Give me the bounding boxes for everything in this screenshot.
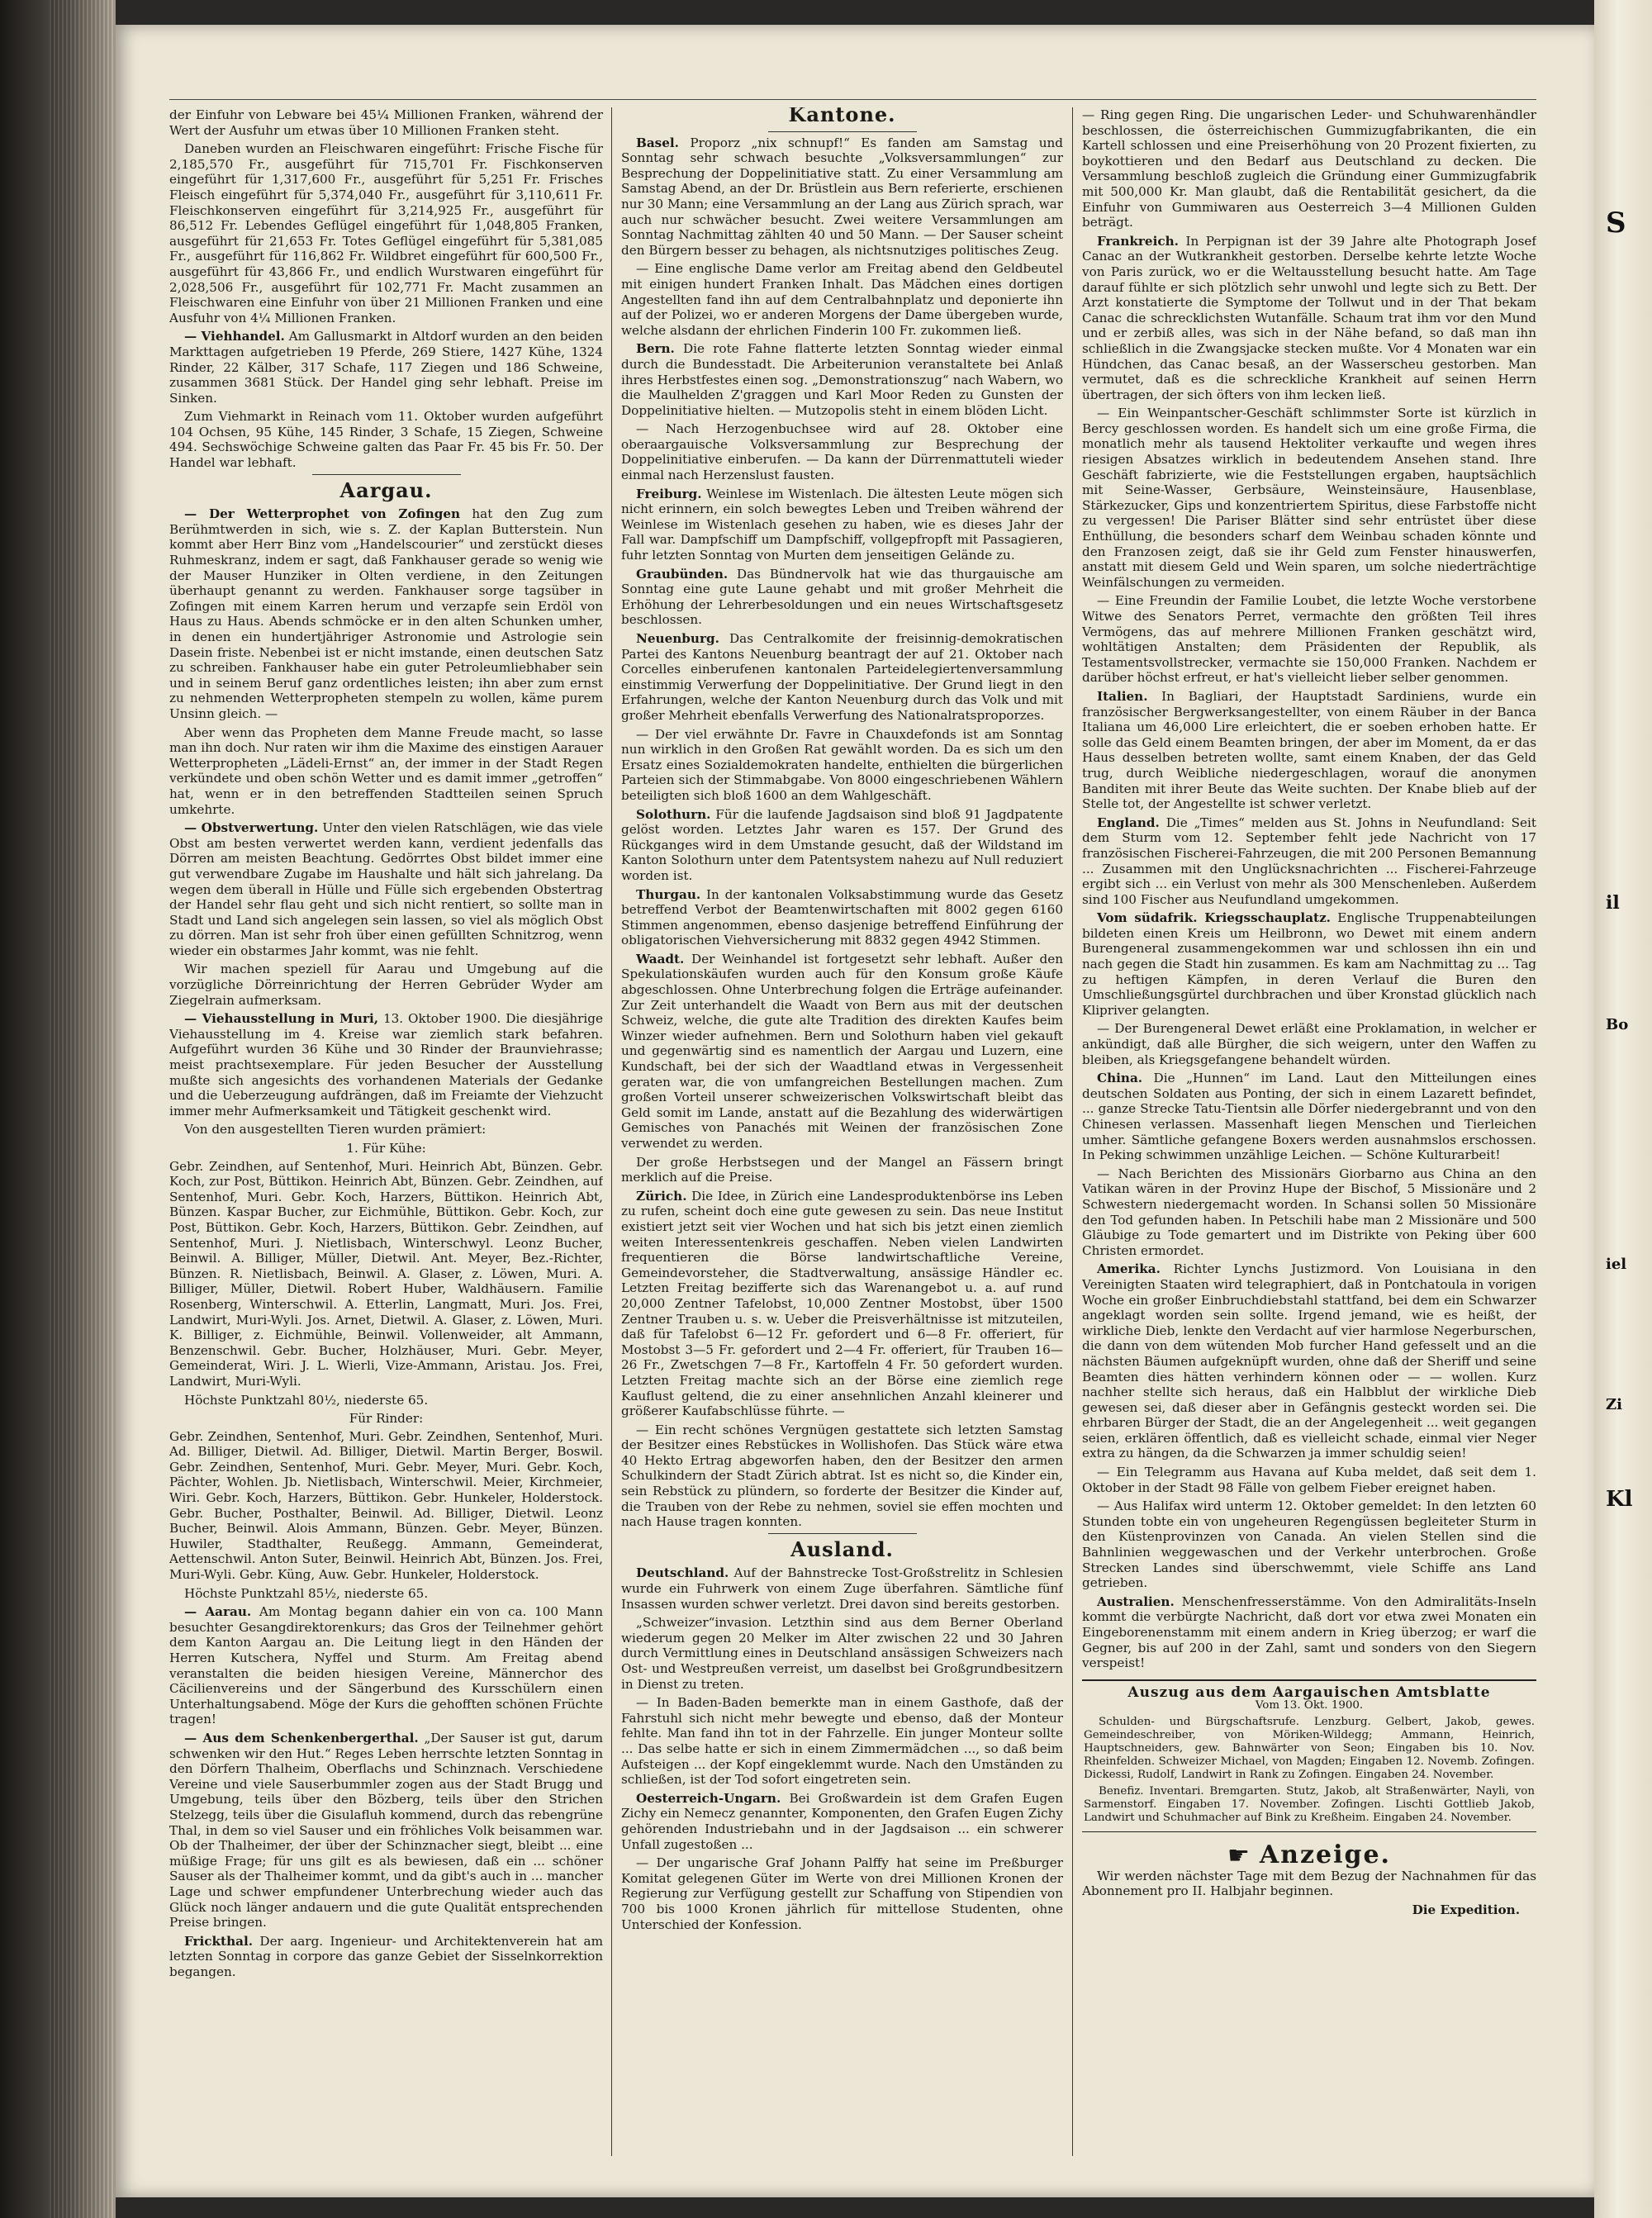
column-divider (1072, 107, 1073, 2156)
paragraph: — Nach Herzogenbuchsee wird auf 28. Oktober eine oberaargauische Volksversammlung zur Besprechung der Doppelinitiative einberufen. — Da kann der Dürrenmattuteli wieder einmal nach Herzenslust fausten. (621, 421, 1063, 483)
section-heading-kantone: Kantone. (788, 107, 896, 126)
paragraph: Der große Herbstsegen und der Mangel an Fässern bringt merklich auf die Preise. (621, 1154, 1063, 1185)
paragraph (1082, 910, 1536, 1018)
article-lead: Australien. (1097, 1593, 1175, 1609)
award-list: Gebr. Zeindhen, Sentenhof, Muri. Gebr. Zeindhen, Sentenhof, Muri. Ad. Billiger, Dietwil. Ad. Billiger, Dietwil. Martin Berger, Boswil. Gebr. Zeindhen, Sentenhof, Muri. Gebr. Meyer, Muri. Gebr. Koch, Pächter, Wohlen. Jb. Nietlisbach, Winterschwil. Meier, Kirchmeier, Wiri. Gebr. Koch, Harzers, Büttikon. Gebr. Hunkeler, Holderstock. Gebr. Bucher, Posthalter, Beinwil. Ad. Billiger, Dietwil. Leonz Bucher, Beinwil. Alois Ammann, Bünzen. Gebr. Meyer, Bünzen. Huwiler, Stadthalter, Reußegg. Ammann, Gemeinderat, Aettenschwil. Anton Suter, Beinwil. Heinrich Abt, Bünzen. Jos. Frei, Muri-Wyli. Gebr. Küng, Auw. Gebr. Hunkeler, Holderstock. (169, 1428, 603, 1583)
article-lead: Vom südafrik. Kriegsschauplatz. (1097, 910, 1331, 926)
section-heading-aargau: Aargau. (339, 477, 433, 502)
paragraph (621, 487, 1063, 563)
list-heading: Für Rinder: (349, 1411, 424, 1427)
paragraph (1082, 1594, 1536, 1671)
paragraph (169, 1934, 603, 1980)
paragraph: — Nach Berichten des Missionärs Giorbarno aus China an den Vatikan wären in der Provinz Hupe der Bischof, 5 Missionäre und 2 Schwestern niedergemacht worden. In Schansi sollen 50 Missionäre den Tod gefunden haben. In Petschili habe man 2 Missionäre und 500 Gläubige zu Tode gemartert und im Distrikte von Peking über 600 Christen ermordet. (1082, 1166, 1536, 1258)
notice-signature: Die Expedition. (1412, 1902, 1520, 1917)
paragraph: der Einfuhr von Lebware bei 45¼ Millionen Franken, während der Wert der Ausfuhr um etwas über 10 Millionen Franken steht. (169, 107, 603, 138)
article-lead: Frickthal. (184, 1933, 254, 1949)
article-lead: Graubünden. (636, 566, 729, 582)
paragraph (169, 820, 603, 958)
article-text: Die „Times“ melden aus St. Johns in Neufundland: Seit dem Sturm vom 12. September fehlt jede Nachricht von 17 französischen Fischerei-Fahrzeugen, die mit 200 Personen Bemannung ... Zusammen mit den Unglücksnachrichten ... Fischerei-Fahrzeuge ergibt sich ... ein Verlust von mehr als 300 Menschenleben. Außerdem sind 100 Fischer aus Neufundland umgekommen. (1082, 815, 1536, 907)
score-line: Höchste Punktzahl 85½, niederste 65. (184, 1585, 429, 1601)
paragraph: Daneben wurden an Fleischwaren eingeführt: Frische Fische für 2,185,570 Fr., ausgeführt für 715,701 Fr. Fischkonserven eingeführt für 1,317,600 Fr., ausgeführt für 5,251 Fr. Frisches Fleisch eingeführt für 5,374,040 Fr., ausgeführt für 3,110,611 Fr. Fleischkonserven eingeführt für 3,214,925 Fr., ausgeführt für 86,512 Fr. Lebendes Geflügel eingeführt für 1,048,805 Franken, ausgeführt für 21,653 Fr. Totes Geflügel eingeführt für 5,381,085 Fr., ausgeführt für 116,862 Fr. Wildbret eingeführt für 600,500 Fr., ausgeführt für 43,866 Fr., und endlich Wurstwaren eingeführt für 2,028,506 Fr., ausgeführt für 102,771 Fr. Macht zusammen an Fleischwaren eine Einfuhr von über 21 Millionen Franken und eine Ausfuhr von 4¼ Millionen Franken. (169, 141, 603, 325)
article-text: Die Idee, in Zürich eine Landesproduktenbörse ins Leben zu rufen, scheint doch eine gute gewesen zu sein. Das neue Institut existiert jetzt seit vier Wochen und hat sich bis jetzt einen ziemlich weiten Interessentenkreis geschaffen. Neben vielen Landwirten frequentieren die Börse landwirtschaftliche Vereine, Gemeindevorsteher, die Stadtverwaltung, ansässige Händler ec. Letzten Freitag bezifferte sich das Warenangebot u. a. auf rund 20,000 Zentner Tafelobst, 10,000 Zentner Mostobst, über 1500 Zentner Trauben u. s. w. Ueber die Preisverhältnisse ist mitzuteilen, daß für Tafelobst 6—12 Fr. gefordert und 6—8 Fr. offeriert, für Mostobst 3—5 Fr. gefordert und 2—4 Fr. offeriert, für Trauben 16—26 Fr., Zwetschgen 7—8 Fr., Kartoffeln 4 Fr. 50 gefordert wurden. Letzten Freitag machte sich an der Börse eine ziemlich rege Kauflust geltend, die zu einer ansehnlichen Anzahl kleinerer und größerer Kaufabschlüsse führte. — (621, 1188, 1063, 1419)
article-text: Am Gallusmarkt in Altdorf wurden an den beiden Markttagen aufgetrieben 19 Pferde, 269 Stiere, 1427 Kühe, 1324 Rinder, 22 Kälber, 317 Schafe, 117 Ziegen und 186 Schweine, zusammen 3681 Stück. Der Handel ging sehr lebhaft. Preise im Sinken. (169, 329, 603, 406)
column-divider (611, 107, 612, 2156)
article-text: Englische Truppenabteilungen bildeten einen Kreis um Heilbronn, wo Dewet mit einem andern Burengeneral zusammengekommen war und schlossen ihn ein und nach gegen die Stadt hin zusammen. Es kam am Nachmittag zu ... Tag zu heftigen Kämpfen, in deren Verlauf die Buren den Umschließungsgürtel durchbrachen und über Kronstad glücklich nach Klipriver gelangten. (1082, 910, 1536, 1018)
paragraph (621, 567, 1063, 628)
article-lead: Basel. (636, 135, 679, 150)
paragraph (621, 1791, 1063, 1852)
paragraph (169, 1604, 603, 1727)
pointing-hand-icon: ☛ (1227, 1840, 1250, 1870)
article-text: In Perpignan ist der 39 Jahre alte Photograph Josef Canac an der Wutkrankheit gestorben. Derselbe kehrte letzte Woche von Paris zurück, wo er die Weltausstellung besucht hatte. Am Tage darauf fühlte er sich plötzlich sehr unwohl und legte sich zu Bett. Der Arzt konstatierte die Symptome der Tollwut und in der That bekam Canac die schrecklichsten Wutanfälle. Schaum trat ihm vor den Mund und er zerbiß alles, was sich in der Nähe befand, so daß man ihn schließlich in die Zwangsjacke stecken mußte. Vor 4 Monaten war ein Hündchen, das Canac besaß, an der Wasserscheu gestorben. Man vermutet, daß es die schreckliche Krankheit auf seinen Herrn übertragen, der sich öfters von ihm lecken ließ. (1082, 233, 1536, 402)
paragraph: — Ein Telegramm aus Havana auf Kuba meldet, daß seit dem 1. Oktober in der Stadt 98 Fälle von gelbem Fieber ereignet haben. (1082, 1465, 1536, 1495)
section-rule (768, 131, 917, 132)
paragraph: — In Baden-Baden bemerkte man in einem Gasthofe, daß der Fahrstuhl sich nicht mehr bewegte und ebenso, daß der Monteur fehlte. Man fand ihn tot in der Fahrzelle. Ein junger Monteur sollte ... Das selbe hatte er sich in einem Zimmermädchen ..., so daß beim Aufsteigen ... der Kopf eingeklemmt wurde. Nach den Umständen zu schließen, ist der Tod sofort eingetreten sein. (621, 1695, 1063, 1788)
article-lead: Neuenburg. (636, 631, 719, 646)
paragraph: — Der ungarische Graf Johann Palffy hat seine im Preßburger Komitat gelegenen Güter im Werte von drei Millionen Kronen der Regierung zur Verfügung gestellt zur Schaffung von Stipendien von 700 bis 1000 Kronen jährlich für mittellose Studenten, ohne Unterschied der Konfession. (621, 1855, 1063, 1932)
top-rule (169, 99, 1536, 100)
edge-letter: S (1606, 207, 1626, 240)
notice-header (1082, 1840, 1536, 1870)
section-rule (312, 474, 461, 475)
paragraph: „Schweizer“invasion. Letzthin sind aus dem Berner Oberland wiederum gegen 20 Melker im Alter zwischen 22 und 30 Jahren durch Vermittlung eines in Deutschland ansässigen Schweizers nach Ost- und Westpreußen verreist, um daselbst bei Großgrundbesitzern in Dienst zu treten. (621, 1615, 1063, 1692)
paragraph (1082, 815, 1536, 908)
notice-title: Anzeige. (1259, 1840, 1392, 1870)
article-text: Der aarg. Ingenieur- und Architektenverein hat am letzten Sonntag in corpore das ganze Gebiet der Sisselnkorrektion begangen. (169, 1933, 603, 1979)
notice-ad (1082, 1840, 1536, 1918)
article-lead: England. (1097, 815, 1160, 830)
article-lead: Thurgau. (636, 886, 701, 902)
paragraph: — Ein Weinpantscher-Geschäft schlimmster Sorte ist kürzlich in Bercy geschlossen worden. Es handelt sich um eine große Firma, die monatlich mehr als tausend Hektoliter verkaufte und wegen ihres riesigen Absatzes wirklich in bedeutendem Ansehen stand. Ihre Geschäft fabrizierte, wie die Feststellungen ergaben, hauptsächlich mit Seine-Wasser, Gerbsäure, Weinsteinsäure, Hausenblase, Stärkezucker, Gips und konzentriertem Spiritus, diese Farbstoffe nicht zu vergessen! Die Pariser Blätter sind sehr entrüstet über diese Enthüllung, die besonders scharf dem Weinbau schaden könnte und den Franzosen zeigt, daß sie ihr Geld zum Fenster hinauswerfen, anstatt mit diesem Geld und Wein sparen, um solche niederträchtige Weinfälschungen zu vermeiden. (1082, 406, 1536, 590)
paragraph: — Ring gegen Ring. Die ungarischen Leder- und Schuhwarenhändler beschlossen, die österreichischen Gummizugfabrikanten, die ein Kartell schlossen und eine Preiserhöhung von 20 Prozent fixierten, zu boykottieren und den Bedarf aus Deutschland zu decken. Die Versammlung beschloß zugleich die Gründung einer Gummizugfabrik mit 500,000 Kr. Man glaubt, daß die Rentabilität gesichert, da die Einfuhr von Gummiwaren aus Oesterreich 3—4 Millionen Gulden beträgt. (1082, 107, 1536, 230)
article-lead: Freiburg. (636, 486, 702, 501)
article-lead: Oesterreich-Ungarn. (636, 1790, 781, 1806)
newspaper-page (116, 25, 1594, 2197)
article-lead: — Viehhandel. (184, 329, 285, 344)
paragraph (169, 329, 603, 406)
article-text: Das Centralkomite der freisinnig-demokratischen Partei des Kantons Neuenburg beantragt der auf 21. Oktober nach Corcelles einberufenen kantonalen Parteidelegiertenversammlung einstimmig Verwerfung der Doppelinitiative. Der Grund liegt in den Erfahrungen, welche der Kanton Neuenburg durch das Volk und mit großer Mehrheit ebenfalls Verwerfung des Nationalratsproporzes. (621, 631, 1063, 723)
article-text: Menschenfresserstämme. Von den Admiralitäts-Inseln kommt die verbürgte Nachricht, daß dort vor etwa zwei Monaten ein Eingeborenenstamm mit einem andern in Krieg überzog; er warf die Gegner, bis auf 200 in der Zahl, samt und sonders von den Siegern verspeist! (1082, 1593, 1536, 1671)
edge-letter: Zi (1606, 1396, 1622, 1413)
article-text: Für die laufende Jagdsaison sind bloß 91 Jagdpatente gelöst worden. Letztes Jahr waren es 157. Der Grund des Rückganges wird in dem Umstande gesucht, daß der Wildstand im Kanton Solothurn unter dem Patentsystem nahezu auf Null reduziert worden ist. (621, 806, 1063, 883)
article-lead: — Der Wetterprophet von Zofingen (184, 506, 461, 522)
edge-letter: il (1606, 892, 1620, 914)
paragraph (169, 506, 603, 721)
column-middle (621, 107, 1063, 2148)
paragraph: Aber wenn das Propheten dem Manne Freude macht, so lasse man ihn doch. Nur raten wir ihm die Maxime des einstigen Aarauer Wetterpropheten „Lädeli-Ernst“ an, der immer in der Stadt Regen verkündete und oben schön Wetter und es damit immer „getroffen“ hat, wenn er in den betreffenden Stadtteilen seinen Spruch umkehrte. (169, 724, 603, 817)
edge-letter: iel (1606, 1256, 1627, 1273)
paragraph: — Der Burengeneral Dewet erläßt eine Proklamation, in welcher er ankündigt, daß alle Bürgher, die sich weigern, unter den Waffen zu bleiben, als Kriegsgefangene behandelt würden. (1082, 1021, 1536, 1067)
article-text: Auf der Bahnstrecke Tost-Großstrelitz in Schlesien wurde ein Fuhrwerk von einem Zuge überfahren. Sämtliche fünf Insassen wurden schwer verletzt. Drei davon sind bereits gestorben. (621, 1565, 1063, 1612)
paragraph (1082, 689, 1536, 812)
article-lead: Deutschland. (636, 1565, 729, 1581)
paragraph (169, 1011, 603, 1118)
paragraph (621, 1189, 1063, 1419)
paragraph: Zum Viehmarkt in Reinach vom 11. Oktober wurden aufgeführt 104 Ochsen, 95 Kühe, 145 Rinder, 3 Schafe, 15 Ziegen, Schweine 494. Sechswöchige Schweine galten das Paar Fr. 45 bis Fr. 50. Der Handel war lebhaft. (169, 409, 603, 471)
article-lead: Bern. (636, 341, 675, 357)
paragraph: — Der viel erwähnte Dr. Favre in Chauxdefonds ist am Sonntag nun wirklich in den Großen Rat gewählt worden. Da es sich um den Ersatz eines Sozialdemokraten handelte, enthielten die bürgerlichen Parteien sich der Stimmabgabe. Von 8000 eingeschriebenen Wählern beteiligten sich bloß 1600 an dem Wahlgeschäft. (621, 726, 1063, 803)
article-lead: Zürich. (636, 1188, 687, 1204)
article-text: „Der Sauser ist gut, darum schwenken wir den Hut.“ Reges Leben herrschte letzten Sonntag in den Dörfern Thalheim, Oberflachs und Schinznach. Verschiedene Vereine und viele Sauserbummler zogen aus der Stadt Brugg und Umgebung, teils über den Bözberg, teils über den Strichen Stelzegg, teils über die Gisulafluh kommend, durch das rebengrüne Thal, in dem so viel Sauser und ein fröhliches Volk beisammen war. Ob der Thalheimer, der über der Schinznacher siegt, bleibt ... eine müßige Frage; für uns gilt es als bewiesen, daß ein ... schöner Sauser als der Thalheimer kommt, und da gibt's auch in ... mancher Lage und schwer empfundener Unterbrechung wieder auch das Glück noch länger andauern und die gute Qualität entsprechenden Preise bringen. (169, 1730, 603, 1931)
paragraph (621, 1565, 1063, 1612)
article-lead: Solothurn. (636, 806, 711, 822)
article-lead: — Obstverwertung. (184, 820, 319, 836)
article-text: In Bagliari, der Hauptstadt Sardiniens, wurde ein französischer Bergwerksangestellter, von einem Räuber in der Banca Italiana um 46,000 Lire erleichtert, die er soeben erhoben hatte. Er solle das Geld einem Beamten bringen, der aber im Moment, da er das Haus desselben betreten wollte, samt einem Knaben, der das Geld trug, durch Weibliche niedergeschlagen, worauf die anonymen Banditen mit ihrer Beute das Weite suchten. Der Knabe blieb auf der Stelle tot, der Angestellte ist schwer verletzt. (1082, 688, 1536, 812)
article-lead: Waadt. (636, 951, 685, 967)
article-lead: Frankreich. (1097, 233, 1179, 249)
list-heading: 1. Für Kühe: (346, 1141, 426, 1156)
article-text: Der Weinhandel ist fortgesetzt sehr lebhaft. Außer den Spekulationskäufen wurden auch für den Konsum große Käufe abgeschlossen. Ohne Unterbrechung folgen die Erträge aufeinander. Zur Zeit unterhandelt die Waadt von Bern aus mit der deutschen Schweiz, welche, die gute alte Tradition des direkten Kaufes beim Winzer wieder aufnehmen. Bern und Solothurn haben viel gekauft und gegenwärtig sind es namentlich der Aargau und Luzern, eine Kundschaft, bei der sich der Waadtland etwas in Vergessenheit geraten war, die von umfangreichen Bestellungen machen. Zum großen Vorteil unserer schweizerischen Volkswirtschaft bleibt das Geld somit im Lande, anstatt auf die Bezahlung des widerwärtigen Gemisches von Panachés mit Weinen der französischen Zone verwendet zu werden. (621, 951, 1063, 1151)
section-rule (768, 1533, 917, 1534)
paragraph: — Aus Halifax wird unterm 12. Oktober gemeldet: In den letzten 60 Stunden tobte ein von ungeheuren Regengüssen begleiteter Sturm in den Küstenprovinzen von Canada. An vielen Stellen sind die Bahnlinien weggewaschen und der Verkehr unterbrochen. Große Strecken Landes sind überschwemmt, viele Schiffe ans Land getrieben. (1082, 1498, 1536, 1591)
paragraph: — Eine Freundin der Familie Loubet, die letzte Woche verstorbene Witwe des Senators Perret, vermachte den größten Teil ihres Vermögens, das auf mehrere Millionen Franken geschätzt wird, wohltätigen Anstalten; dem Präsidenten der Republik, als Testamentsvollstrecker, vermachte sie 150,000 Franken. Nachdem er darüber höchst erfreut, er hat's vielleicht lieber selber genommen. (1082, 593, 1536, 686)
article-lead: China. (1097, 1071, 1143, 1086)
article-text: Das Bündnervolk hat wie das thurgauische am Sonntag eine gute Laune gehabt und mit großer Mehrheit die Erhöhung der Lehrerbesoldungen und ein neues Wirtschaftsgesetz beschlossen. (621, 566, 1063, 628)
book-binding (0, 0, 116, 2218)
paragraph (1082, 1071, 1536, 1163)
article-text: Proporz „nix schnupf!“ Es fanden am Samstag und Sonntag sehr schwach besuchte „Volksversammlungen“ zur Besprechung der Doppelinitiative statt. Zu einer Versammlung am Samstag Abend, an der Dr. Brüstlein aus Bern referierte, erschienen nur 30 Mann; eine Versammlung an der Lang aus Zürich sprach, war auch nur schwächer besucht. Zwei weitere Versammlungen am Sonntag Nachmittag zählten 40 und 50 Mann. — Der Sauser scheint den Bürgern besser zu behagen, als nichtsnutziges politisches Zeug. (621, 135, 1063, 258)
edge-letter: Bo (1606, 1016, 1629, 1033)
paragraph: Von den ausgestellten Tieren wurden prämiert: (184, 1122, 487, 1137)
article-lead: Italien. (1097, 688, 1148, 704)
amtsblatt-entry: Schulden- und Bürgschaftsrufe. Lenzburg. Gelbert, Jakob, gewes. Gemeindeschreiber, von Möriken-Wildegg; Ammann, Heinrich, Hauptschneiders, gew. Bahnwärter von Seon; Eingaben bis 10. Nov. Rheinfelden. Schweizer Michael, von Magden; Eingaben 12. Novemb. Zofingen. Dickessi, Rudolf, Landwirt in Rank zu Zofingen. Eingaben 24. November. (1084, 1715, 1535, 1781)
paragraph: Wir machen speziell für Aarau und Umgebung auf die vorzügliche Dörreinrichtung der Herren Gebrüder Wyder am Ziegelrain aufmerksam. (169, 962, 603, 1008)
article-text: Am Montag begann dahier ein von ca. 100 Mann besuchter Gesangdirektorenkurs; das Gros der Teilnehmer gehört dem Kanton Aargau an. Die Leitung liegt in den Händen der Herren Kutschera, Nyffel und Sturm. Am Freitag abend veranstalten die beiden hiesigen Vereine, Männerchor des Cäcilienvereins und der Sängerbund des Kursschülern einen Unterhaltungsabend. Möge der Kurs die gehofften schönen Früchte tragen! (169, 1604, 603, 1727)
amtsblatt-title: Auszug aus dem Aargauischen Amtsblatte (1127, 1684, 1491, 1701)
section-heading-ausland: Ausland. (790, 1536, 894, 1561)
paragraph (1082, 234, 1536, 403)
edge-letter: Kl (1606, 1487, 1633, 1512)
article-lead: — Aarau. (184, 1604, 252, 1620)
paragraph (621, 807, 1063, 884)
article-lead: — Viehausstellung in Muri, (184, 1011, 379, 1027)
article-text: hat den Zug zum Berühmtwerden in sich, wie s. Z. der Kaplan Butterstein. Nun kommt aber Herr Binz vom „Handelscourier“ und zerstückt dieses Ruhmeskranz, indem er sagt, daß Fankhauser gerade so wenig wie der Mauser Hunziker in Olten verdiene, in den Zeitungen überhaupt genannt zu werden. Fankhauser sorge tagsüber in Zofingen mit einem Karren herum und verzapfe sein Erdöl von Haus zu Haus. Abends schmöcke er in den alten Schunken umher, in denen ein hundertjähriger Astronomie und Astrologie sein Dasein friste. Nebenbei ist er nicht imstande, einen deutschen Satz zu schreiben. Fankhauser habe ein guter Petroleumliebhaber sein und in seinem Beruf ganz ordentliches leisten; ihn aber zum ernst zu nehmenden Wetterpropheten stempeln zu wollen, käme purem Unsinn gleich. — (169, 506, 603, 721)
article-text: Bei Großwardein ist dem Grafen Eugen Zichy ein Nemecz genannter, Komponenten, den Grafen Eugen Zichy gehörenden Industriebahn und in der Jagdsaison ... ein schwerer Unfall zugestoßen ... (621, 1790, 1063, 1852)
score-line: Höchste Punktzahl 80½, niederste 65. (184, 1392, 429, 1408)
paragraph (621, 631, 1063, 724)
article-lead: Amerika. (1097, 1261, 1161, 1277)
article-text: Weinlese im Wistenlach. Die ältesten Leute mögen sich nicht erinnern, ein solch bewegtes Leben und Treiben während der Weinlese im Wistenlach gesehen zu haben, wie es dieses Jahr der Fall war. Dampfschiff um Dampfschiff, vollgepfropft mit Passagieren, fuhr letzten Sonntag von Murten dem jenseitigen Gelände zu. (621, 486, 1063, 563)
article-text: In der kantonalen Volksabstimmung wurde das Gesetz betreffend Verbot der Beamtenwirtschaften mit 8002 gegen 6160 Stimmen angenommen, ebenso dasjenige betreffend Einführung der obligatorischen Viehversicherung mit 8832 gegen 4942 Stimmen. (621, 886, 1063, 948)
article-text: Richter Lynchs Justizmord. Von Louisiana in den Vereinigten Staaten wird telegraphiert, daß in Pontchatoula in vorigen Woche ein großer Einbruchdiebstahl stattfand, bei dem ein Schwarzer angeklagt worden sein sollte. Irgend jemand, wie es heißt, der wirkliche Dieb, lenkte den Verdacht auf vier harmlose Negerburschen, die dann von dem wütenden Mob furcher Hand gefesselt und an die nächsten Bäumen aufgeknüpft wurden, ohne daß der Sheriff und seine Beamten dies hätten verhindern können oder — — wollen. Kurz nachher stellte sich heraus, daß ein Halbblut der wirkliche Dieb gewesen sei, daß dieser aber in Gefängnis gesteckt worden sei. Die ehrbaren Bürger der Stadt, die an der Angelegenheit ... weit gegangen seien, erklären öffentlich, daß es vielleicht schade, einmal vier Neger extra zu hängen, da die Schwarzen ja immer schuldig seien! (1082, 1261, 1536, 1461)
next-page-edge (1594, 0, 1652, 2218)
notice-text: Wir werden nächster Tage mit dem Bezug der Nachnahmen für das Abonnement pro II. Halbjahr beginnen. (1082, 1868, 1536, 1899)
article-text: Die rote Fahne flatterte letzten Sonntag wieder einmal durch die Bundesstadt. Die Arbeiterunion veranstaltete bei Anlaß ihres Herbstfestes einen sog. „Demonstrationszug“ nach Wabern, wo die Maulhelden Z'graggen und Karl Moor Reden zu Gunsten der Doppelinitiative hielten. — Mutzopolis steht in einem blöden Licht. (621, 341, 1063, 418)
amtsblatt-date: Vom 13. Okt. 1900. (1255, 1698, 1364, 1712)
amtsblatt-entry: Benefiz. Inventari. Bremgarten. Stutz, Jakob, alt Straßenwärter, Nayli, von Sarmenstorf. Eingaben 17. November. Zofingen. Lischti Gottlieb Jakob, Landwirt und Schuhmacher auf Bink zu Kreßheim. Eingaben 24. November. (1084, 1784, 1535, 1824)
column-right (1082, 107, 1536, 2148)
column-left (169, 107, 603, 2148)
paragraph: — Ein recht schönes Vergnügen gestattete sich letzten Samstag der Besitzer eines Rebstückes in Wollishofen. Das Stück wäre etwa 40 Hekto Ertrag abgeworfen haben, den der Besitzer den armen Schulkindern der Stadt Zürich abtrat. Ist es nicht so, die Kinder ein, sein Rebstück zu plündern, so forderte der Besitzer die Kinder auf, die Trauben von der Rebe zu nehmen, soviel sie effen mochten und nach Hause tragen konnten. (621, 1422, 1063, 1530)
article-text: 13. Oktober 1900. Die diesjährige Viehausstellung im 4. Kreise war ziemlich stark befahren. Aufgeführt wurden 36 Kühe und 30 Rinder der Braunviehrasse; meist prachtsexemplare. Für jeden Besucher der Ausstellung mußte sich angesichts des vorhandenen Materials der Gedanke und die Ueberzeugung aufdrängen, daß im Freiamte der Viehzucht immer mehr Aufmerksamkeit und Tätigkeit geschenkt wird. (169, 1011, 603, 1118)
paragraph: — Eine englische Dame verlor am Freitag abend den Geldbeutel mit einigen hundert Franken Inhalt. Das Mädchen eines dortigen Angestellten fand ihn auf dem Centralbahnplatz und deponierte ihn auf der Polizei, wo er anderen Morgens der Dame übergeben wurde, welche alsdann der ehrlichen Finderin 100 Fr. zukommen ließ. (621, 261, 1063, 338)
amtsblatt-box (1082, 1679, 1536, 1832)
paragraph (621, 135, 1063, 259)
article-text: Unter den vielen Ratschlägen, wie das viele Obst am besten verwertet werden kann, verdient jedenfalls das Dörren am meisten Beachtung. Gedörrtes Obst bildet immer eine gut verwendbare Zugabe im Haushalte und hält sich jahrelang. Da wegen dem überall in Hülle und Fülle sich ergebenden Obstertrag der Handel sehr flau geht und sich nicht rentiert, so sollte man in Stadt und Land sich angelegen sein lassen, so viel als möglich Obst zu dörren. Man ist sehr froh über einen gefüllten Schnitzrog, wenn wieder ein obstarmes Jahr kommt, was nie fehlt. (169, 820, 603, 958)
article-lead: — Aus dem Schenkenbergerthal. (184, 1730, 419, 1745)
paragraph (169, 1731, 603, 1931)
paragraph (1082, 1261, 1536, 1461)
award-list: Gebr. Zeindhen, auf Sentenhof, Muri. Heinrich Abt, Bünzen. Gebr. Koch, zur Post, Büttikon. Heinrich Abt, Bünzen. Gebr. Zeindhen, auf Sentenhof, Muri. Gebr. Koch, Harzers, Büttikon. Heinrich Abt, Bünzen. Kaspar Bucher, zur Eichmühle, Büttikon. Gebr. Koch, zur Post, Büttikon. Gebr. Koch, Harzers, Büttikon. Gebr. Zeindhen, auf Sentenhof, Muri. J. Nietlisbach, Winterschwyl. Leonz Bucher, Beinwil. A. Billiger, Müller, Dietwil. Ant. Meyer, Bez.-Richter, Bünzen. R. Nietlisbach, Beinwil. A. Glaser, z. Löwen, Muri. A. Billiger, Müller, Dietwil. Robert Huber, Waldhäusern. Familie Rosenberg, Winterschwil. A. Etterlin, Langmatt, Muri. Jos. Frei, Landwirt, Muri-Wyli. Jos. Arnet, Dietwil. A. Glaser, z. Löwen, Muri. K. Billiger, z. Eichmühle, Beinwil. Vollenweider, alt Ammann, Benzenschwil. Gebr. Bucher, Holzhäuser, Muri. Gebr. Meyer, Gemeinderat, Wiri. J. L. Wierli, Vize-Ammann, Aristau. Jos. Frei, Landwirt, Muri-Wyli. (169, 1158, 603, 1389)
article-text: Die „Hunnen“ im Land. Laut den Mitteilungen eines deutschen Soldaten aus Ponting, der sich in einem Lazarett befindet, ... ganze Strecke Tatu-Tientsin alle Dörfer niedergebrannt und von den Chinesen verlassen. Massenhaft liegen Menschen und Tierleichen umher. Sämtliche gefangene Boxers werden ausnahmslos erschossen. In Peking schwimmen unzählige Leichen. — Schöne Kulturarbeit! (1082, 1071, 1536, 1163)
paragraph (621, 887, 1063, 948)
paragraph (621, 952, 1063, 1152)
paragraph (621, 341, 1063, 418)
